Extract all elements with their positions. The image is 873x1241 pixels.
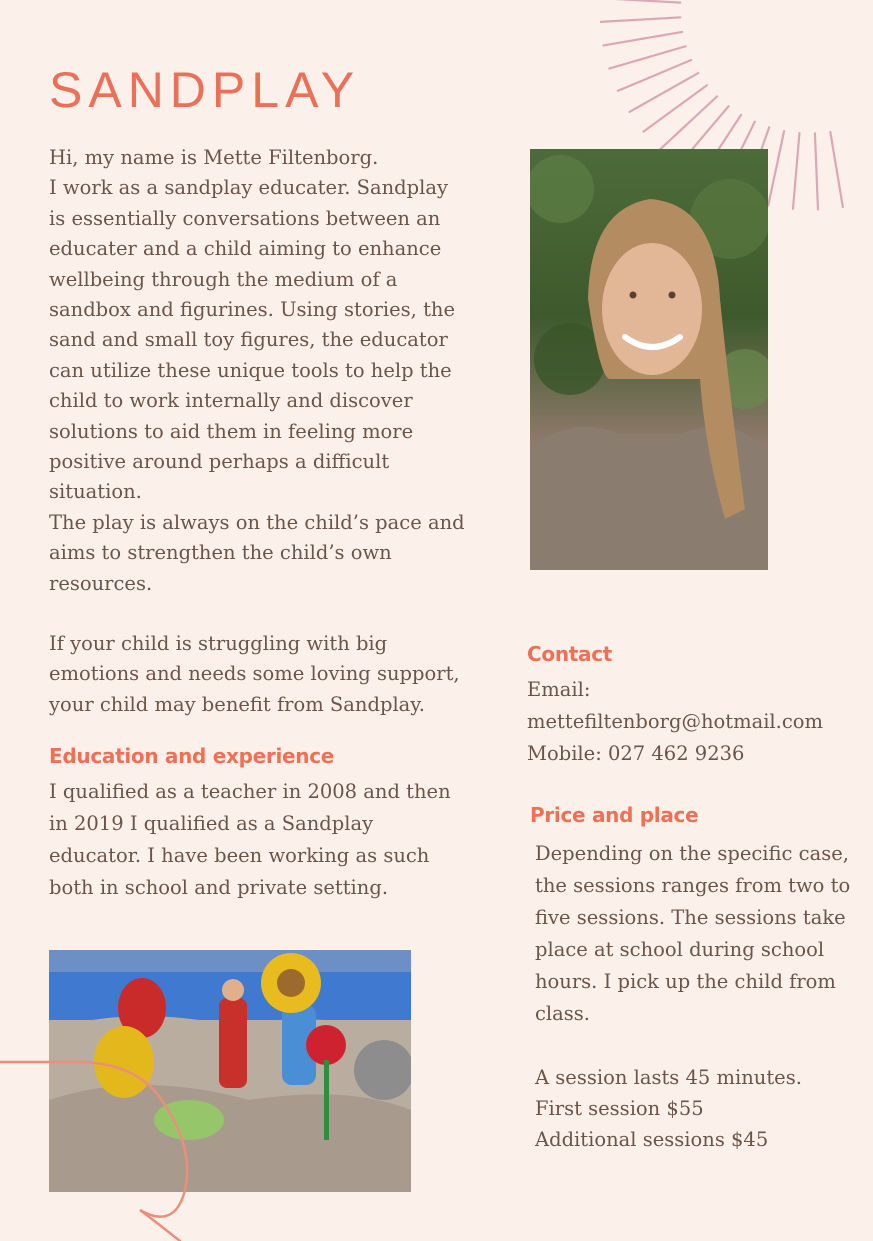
sun-ray xyxy=(600,0,680,3)
email-link[interactable]: mettefiltenborg@hotmail.com xyxy=(527,710,824,733)
contact-heading: Contact xyxy=(527,642,613,666)
sun-ray xyxy=(830,132,843,207)
sun-ray xyxy=(618,60,691,91)
sun-ray xyxy=(815,133,818,209)
portrait-photo xyxy=(530,149,768,570)
email-label: Email: xyxy=(527,678,591,701)
session-length: A session lasts 45 minutes. xyxy=(535,1066,802,1089)
sun-ray xyxy=(609,46,685,68)
support-paragraph: If your child is struggling with big emotions and needs some loving support, your child may benefit from Sandplay. xyxy=(49,632,460,716)
first-session-price: First session $55 xyxy=(535,1097,704,1120)
sun-ray xyxy=(629,73,698,112)
sun-ray xyxy=(768,131,784,205)
price-paragraph: Depending on the specific case, the sessions ranges from two to five sessions. The sessions take place at school during school hours. I pick up the child from class. xyxy=(535,842,851,1025)
mobile-number: Mobile: 027 462 9236 xyxy=(527,742,745,765)
education-paragraph: I qualified as a teacher in 2008 and then in 2019 I qualified as a Sandplay educator. I have been working as such both in school and private setting. xyxy=(49,780,451,899)
sun-ray xyxy=(644,85,707,131)
intro-paragraph: Hi, my name is Mette Filtenborg. I work as a sandplay educater. Sandplay is essentially conversations between an educater and a child aiming to enhance wellbeing through the medium of a sandbox and figurines. Using stories, the sand and small toy figures, the educator can utilize these unique tools to help the child to work internally and discover solutions to aid them in feeling more positive around perhaps a difficult situation. The play is always on the child’s pace and aims to strengthen the child’s own resources. xyxy=(49,146,465,595)
swirl-decoration xyxy=(0,1050,200,1241)
sun-ray xyxy=(603,32,682,46)
portrait-illustration xyxy=(530,149,768,570)
page-title: SANDPLAY xyxy=(49,62,361,118)
additional-session-price: Additional sessions $45 xyxy=(535,1128,769,1151)
education-heading: Education and experience xyxy=(49,744,335,768)
sun-ray xyxy=(793,133,799,209)
price-heading: Price and place xyxy=(530,803,699,827)
sun-ray xyxy=(600,17,680,22)
sun-ray xyxy=(660,96,717,149)
